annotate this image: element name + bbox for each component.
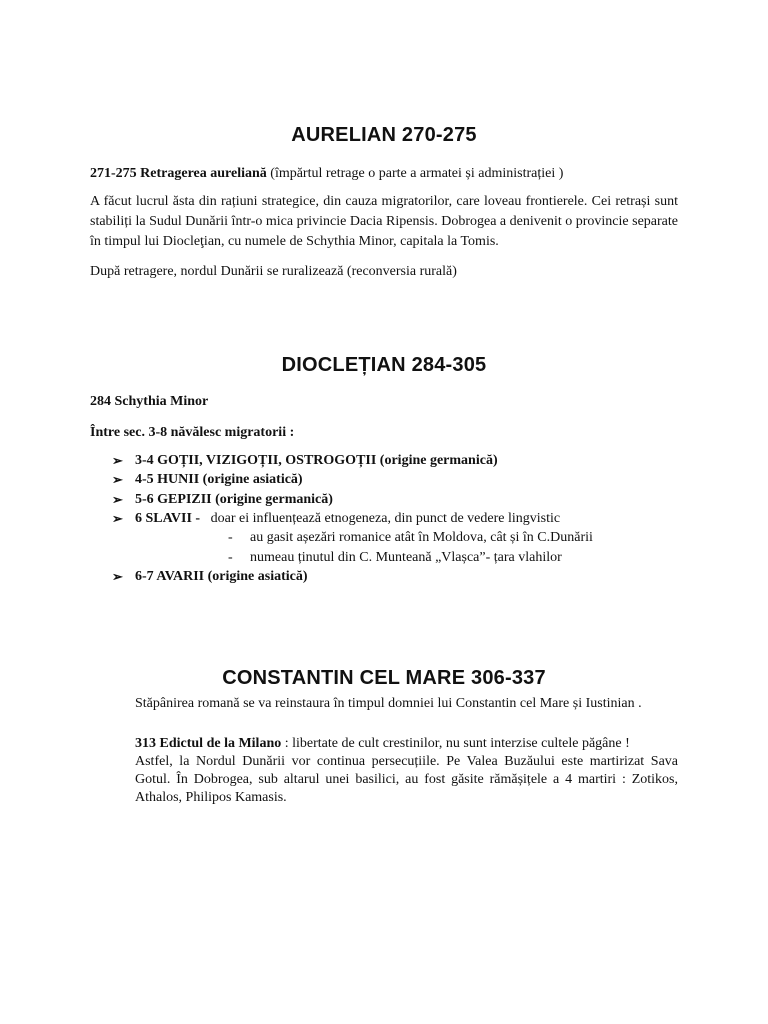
list-item (112, 451, 560, 470)
sub-item-text: numeau ținutul din C. Munteană „Vlașca”- țara vlahilor (250, 550, 562, 565)
list-item (112, 490, 560, 509)
arrow-bullet-icon: ➢ (112, 453, 123, 468)
dash-bullet: - (228, 530, 233, 545)
list-item (112, 470, 560, 489)
edict-rest: : libertate de cult crestinilor, nu sunt interzise cultele păgâne ! (281, 736, 630, 751)
section-title-aurelian: AURELIAN 270-275 (291, 124, 477, 146)
section-title-constantin: CONSTANTIN CEL MARE 306-337 (222, 667, 546, 689)
edict-line (135, 735, 678, 753)
constantin-paragraph: Stăpânirea romană se va reinstaura în timpul domniei lui Constantin cel Mare și Iustinian . (135, 696, 642, 711)
list-item-rest: doar ei influențează etnogeneza, din punct de vedere lingvistic (200, 510, 561, 526)
list-item (112, 567, 560, 586)
list-item-bold: 6-7 AVARII (origine asiatică) (135, 568, 308, 584)
section-title-diocletian: DIOCLEȚIAN 284-305 (281, 354, 487, 376)
schythia-minor-line: 284 Schythia Minor (90, 394, 209, 409)
list-item (112, 509, 560, 528)
arrow-bullet-icon: ➢ (112, 568, 123, 584)
dash-bullet: - (228, 550, 233, 565)
persecutii-paragraph: Astfel, la Nordul Dunării vor continua persecuțiile. Pe Valea Buzăului este martirizat Sava Gotul. În Dobrogea, sub altarul unei basilici, au fost găsite rămășițele a 4 martiri : Zotikos, Athalos, Philipos Kamasis. (135, 754, 678, 805)
list-item-bold: 3-4 GOȚII, VIZIGOȚII, OSTROGOȚII (origine germanică) (135, 453, 498, 468)
edict-bold: 313 Edictul de la Milano (135, 736, 282, 751)
ruralizare-paragraph: După retragere, nordul Dunării se ruralizează (reconversia rurală) (90, 264, 457, 279)
retragerea-rest: (împărtul retrage o parte a armatei și administrației ) (266, 166, 564, 181)
aurelian-paragraph: A făcut lucrul ăsta din rațiuni strategice, din cauza migratorilor, care loveau frontierele. Cei retrași sunt stabiliți la Sudul Dunării într-o mica privincie Dacia Ripensis. Dobrogea a denivenit o provincie separate în timpul lui Diocleţian, cu numele de Schythia Minor, capitala la Tomis. (90, 194, 678, 249)
sub-item-text: au gasit așezări romanice atât în Moldova, cât și în C.Dunării (250, 530, 593, 545)
arrow-bullet-icon: ➢ (112, 510, 123, 526)
migratori-heading: Între sec. 3-8 năvălesc migratorii : (90, 425, 295, 440)
arrow-bullet-icon: ➢ (112, 491, 123, 507)
retragerea-line (90, 164, 680, 184)
list-item-bold: 4-5 HUNII (origine asiatică) (135, 472, 303, 488)
retragerea-bold: 271-275 Retragerea aureliană (90, 166, 267, 181)
list-item-bold: 5-6 GEPIZII (origine germanică) (135, 491, 333, 507)
arrow-bullet-icon: ➢ (112, 472, 123, 488)
list-item-bold: 6 SLAVII - (135, 510, 201, 526)
